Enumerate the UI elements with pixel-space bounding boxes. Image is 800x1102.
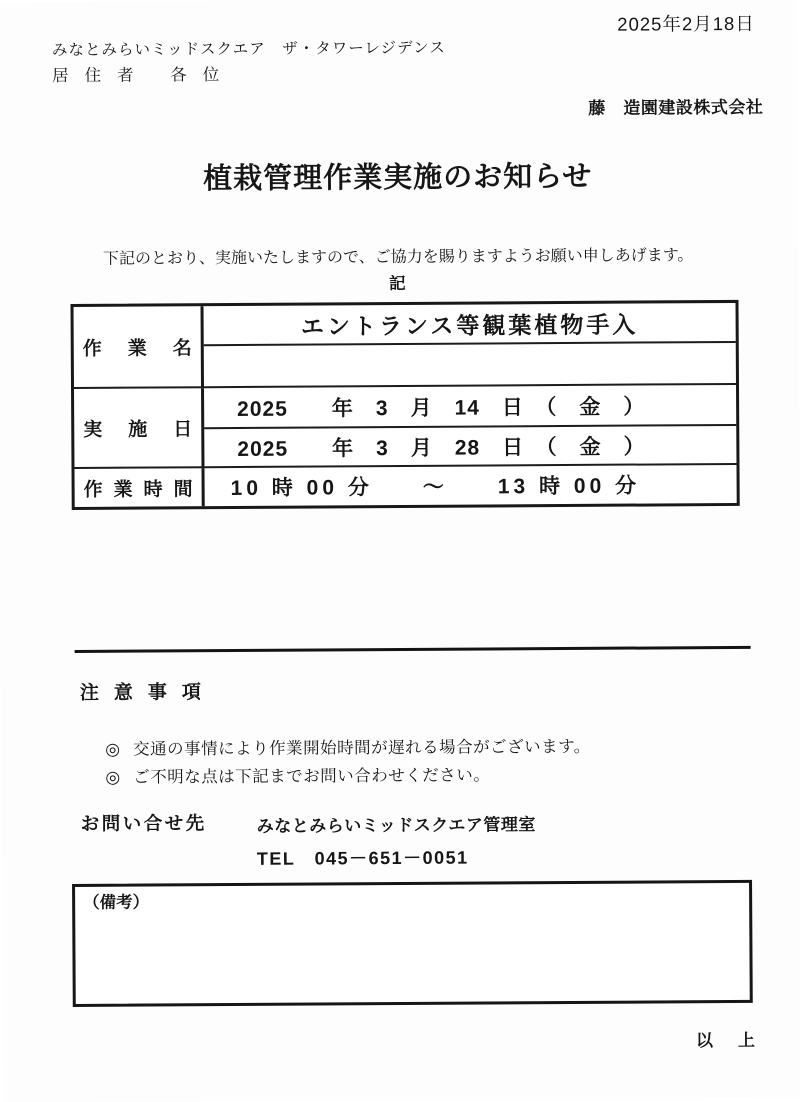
- addressee-building-name: みなとみらいミッドスクエア ザ・タワーレジデンス: [51, 39, 446, 60]
- work-name-value-cell: エントランス等観葉植物手入: [204, 303, 736, 346]
- work-time-header-label: 作業時間: [83, 478, 193, 501]
- sender-company: 藤 造園建設株式会社: [588, 97, 764, 118]
- work-schedule-table: [70, 300, 739, 510]
- notes-list: [105, 734, 591, 791]
- schedule-header-label: 実施日: [83, 418, 193, 441]
- contact-phone: TEL 045－651－0051: [256, 847, 469, 869]
- record-marker: 記: [389, 274, 408, 294]
- contact-name: みなとみらいミッドスクエア管理室: [256, 815, 536, 836]
- addressee-residents: 居住者 各位: [52, 65, 236, 86]
- double-circle-bullet-icon: ◎: [105, 739, 121, 759]
- intro-text: 下記のとおり、実施いたしますので、ご協力を賜りますようお願い申しあげます。: [102, 247, 694, 268]
- document-date: 2025年2月18日: [617, 12, 755, 35]
- note-item: [105, 762, 591, 791]
- schedule-header-cell: [74, 388, 204, 469]
- work-name-header-label: 作業名: [82, 337, 192, 360]
- note-text: 交通の事情により作業開始時間が遅れる場合がございます。: [133, 737, 591, 759]
- remarks-box: [72, 880, 753, 1007]
- contact-label: お問い合せ先: [80, 812, 207, 834]
- note-item: [105, 734, 591, 763]
- section-divider-line: [75, 646, 751, 653]
- note-text: ご不明な点は下記までお問い合わせください。: [133, 766, 491, 787]
- remarks-label: （備考）: [83, 893, 150, 912]
- schedule-date-row-2: 2025 年 3 月 28 日 （ 金 ）: [204, 426, 736, 468]
- work-name-header-cell: [74, 306, 204, 389]
- work-time-header-cell: [74, 468, 204, 507]
- work-name-empty-cell: [204, 343, 736, 388]
- notes-heading: 注意事項: [79, 682, 216, 704]
- double-circle-bullet-icon: ◎: [105, 767, 121, 787]
- work-time-value-cell: 10 時 00 分 ～ 13 時 00 分: [230, 474, 641, 501]
- notice-title: 植栽管理作業実施のお知らせ: [203, 160, 593, 196]
- schedule-date-row-1: 2025 年 3 月 14 日 （ 金 ）: [204, 385, 736, 429]
- closing-text: 以 上: [695, 1030, 760, 1051]
